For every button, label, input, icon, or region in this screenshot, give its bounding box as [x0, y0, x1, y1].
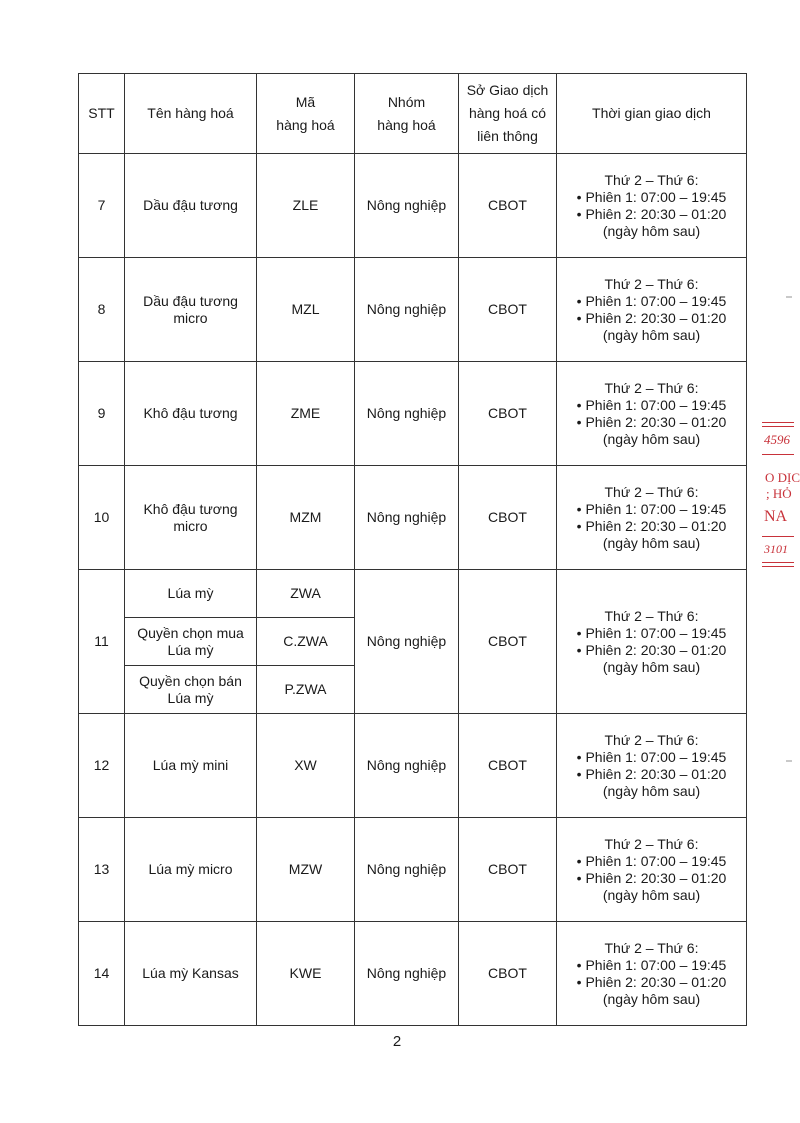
stt-cell: 10: [79, 466, 125, 570]
stt-cell: 11: [79, 570, 125, 714]
table-row: [79, 714, 747, 818]
trading-time-cell: [557, 154, 747, 258]
stamp-text: 4596: [764, 432, 790, 447]
exchange-cell: CBOT: [459, 466, 557, 570]
trading-days: Thứ 2 – Thứ 6:: [604, 171, 699, 188]
exchange-cell: CBOT: [459, 362, 557, 466]
commodity-code-cell: C.ZWA: [257, 618, 355, 666]
session-2: • Phiên 2: 20:30 – 01:20: [576, 413, 727, 430]
commodity-group-cell: Nông nghiệp: [355, 922, 459, 1026]
seal-stamp-fragment: [760, 418, 800, 578]
header-commodity-group: Nhóm hàng hoá: [355, 74, 459, 154]
next-day-note: (ngày hôm sau): [602, 430, 701, 447]
cell-line: Lúa mỳ: [167, 585, 214, 601]
table-row: [79, 258, 747, 362]
table-row: [79, 362, 747, 466]
stamp-line: [762, 454, 794, 455]
cell-line: Lúa mỳ: [167, 689, 214, 706]
commodity-group-cell: Nông nghiệp: [355, 154, 459, 258]
stamp-line: [762, 426, 794, 427]
cell-line: Quyền chọn bán: [139, 672, 242, 689]
cell-line: Lúa mỳ micro: [148, 861, 233, 877]
session-1: • Phiên 1: 07:00 – 19:45: [576, 292, 727, 309]
cell-line: Lúa mỳ: [167, 641, 214, 658]
stt-cell: 12: [79, 714, 125, 818]
commodity-name-cell: [125, 362, 257, 466]
trading-time-cell: [557, 570, 747, 714]
edge-mark: [786, 760, 792, 762]
commodity-code-cell: KWE: [257, 922, 355, 1026]
session-1: • Phiên 1: 07:00 – 19:45: [576, 624, 727, 641]
stamp-text: ; HỎ: [766, 486, 792, 501]
commodity-group-cell: Nông nghiệp: [355, 362, 459, 466]
commodity-code-cell: XW: [257, 714, 355, 818]
session-1: • Phiên 1: 07:00 – 19:45: [576, 956, 727, 973]
cell-line: Lúa mỳ Kansas: [142, 965, 239, 981]
commodity-name-cell: [125, 154, 257, 258]
header-trading-time: Thời gian giao dịch: [557, 74, 747, 154]
commodity-code-cell: ZME: [257, 362, 355, 466]
commodity-name-cell: [125, 922, 257, 1026]
stamp-text: NA: [764, 508, 788, 525]
next-day-note: (ngày hôm sau): [602, 326, 701, 343]
commodity-name-cell: [125, 618, 257, 666]
session-1: • Phiên 1: 07:00 – 19:45: [576, 852, 727, 869]
stt-cell: 13: [79, 818, 125, 922]
next-day-note: (ngày hôm sau): [602, 886, 701, 903]
commodity-code-cell: MZL: [257, 258, 355, 362]
exchange-cell: CBOT: [459, 922, 557, 1026]
session-2: • Phiên 2: 20:30 – 01:20: [576, 869, 727, 886]
session-1: • Phiên 1: 07:00 – 19:45: [576, 748, 727, 765]
cell-line: Khô đậu tương: [143, 405, 238, 421]
exchange-cell: CBOT: [459, 818, 557, 922]
commodity-code-cell: MZM: [257, 466, 355, 570]
table-row: [79, 818, 747, 922]
next-day-note: (ngày hôm sau): [602, 222, 701, 239]
stt-cell: 9: [79, 362, 125, 466]
commodity-code-cell: ZLE: [257, 154, 355, 258]
commodity-code-cell: P.ZWA: [257, 666, 355, 714]
exchange-cell: CBOT: [459, 714, 557, 818]
cell-line: Khô đậu tương: [143, 500, 238, 517]
cell-line: micro: [173, 309, 208, 326]
commodity-group-cell: Nông nghiệp: [355, 570, 459, 714]
commodity-name-cell: [125, 258, 257, 362]
commodity-name-cell: [125, 666, 257, 714]
stamp-text: 3101: [764, 542, 788, 556]
header-commodity-code: Mã hàng hoá: [257, 74, 355, 154]
next-day-note: (ngày hôm sau): [602, 782, 701, 799]
commodity-group-cell: Nông nghiệp: [355, 466, 459, 570]
commodity-name-cell: [125, 466, 257, 570]
table-row-sub: [79, 570, 747, 618]
cell-line: Quyền chọn mua: [137, 624, 244, 641]
trading-days: Thứ 2 – Thứ 6:: [604, 379, 699, 396]
stt-cell: 8: [79, 258, 125, 362]
trading-days: Thứ 2 – Thứ 6:: [604, 275, 699, 292]
commodity-code-cell: MZW: [257, 818, 355, 922]
cell-line: micro: [173, 517, 208, 534]
table-header-row: [79, 74, 747, 154]
table-row: [79, 466, 747, 570]
cell-line: Dầu đậu tương: [143, 292, 238, 309]
trading-time-cell: [557, 362, 747, 466]
stamp-line: [762, 536, 794, 537]
stamp-line: [762, 562, 794, 563]
session-2: • Phiên 2: 20:30 – 01:20: [576, 205, 727, 222]
session-2: • Phiên 2: 20:30 – 01:20: [576, 973, 727, 990]
commodity-name-cell: [125, 714, 257, 818]
header-stt: STT: [79, 74, 125, 154]
exchange-cell: CBOT: [459, 154, 557, 258]
stt-cell: 7: [79, 154, 125, 258]
stamp-text: O DỊC: [765, 470, 800, 485]
session-1: • Phiên 1: 07:00 – 19:45: [576, 396, 727, 413]
trading-time-cell: [557, 258, 747, 362]
cell-line: Lúa mỳ mini: [152, 757, 229, 773]
trading-days: Thứ 2 – Thứ 6:: [604, 939, 699, 956]
commodity-code-cell: ZWA: [257, 570, 355, 618]
trading-days: Thứ 2 – Thứ 6:: [604, 607, 699, 624]
header-exchange: Sở Giao dịch hàng hoá có liên thông: [459, 74, 557, 154]
session-2: • Phiên 2: 20:30 – 01:20: [576, 309, 727, 326]
trading-days: Thứ 2 – Thứ 6:: [604, 835, 699, 852]
stamp-line: [762, 422, 794, 423]
stt-cell: 14: [79, 922, 125, 1026]
commodity-trading-table: [78, 73, 747, 1026]
trading-days: Thứ 2 – Thứ 6:: [604, 731, 699, 748]
cell-line: Dầu đậu tương: [143, 197, 238, 213]
session-2: • Phiên 2: 20:30 – 01:20: [576, 765, 727, 782]
header-commodity-name: Tên hàng hoá: [125, 74, 257, 154]
trading-time-cell: [557, 714, 747, 818]
table-row: [79, 922, 747, 1026]
session-1: • Phiên 1: 07:00 – 19:45: [576, 500, 727, 517]
commodity-group-cell: Nông nghiệp: [355, 258, 459, 362]
commodity-name-cell: [125, 570, 257, 618]
exchange-cell: CBOT: [459, 570, 557, 714]
page-number: 2: [392, 1033, 402, 1050]
exchange-cell: CBOT: [459, 258, 557, 362]
next-day-note: (ngày hôm sau): [602, 534, 701, 551]
commodity-group-cell: Nông nghiệp: [355, 714, 459, 818]
session-1: • Phiên 1: 07:00 – 19:45: [576, 188, 727, 205]
trading-time-cell: [557, 818, 747, 922]
edge-mark: [786, 296, 792, 298]
trading-time-cell: [557, 922, 747, 1026]
table-row: [79, 154, 747, 258]
session-2: • Phiên 2: 20:30 – 01:20: [576, 517, 727, 534]
commodity-name-cell: [125, 818, 257, 922]
next-day-note: (ngày hôm sau): [602, 990, 701, 1007]
stamp-line: [762, 566, 794, 567]
session-2: • Phiên 2: 20:30 – 01:20: [576, 641, 727, 658]
trading-days: Thứ 2 – Thứ 6:: [604, 483, 699, 500]
commodity-group-cell: Nông nghiệp: [355, 818, 459, 922]
next-day-note: (ngày hôm sau): [602, 658, 701, 675]
trading-time-cell: [557, 466, 747, 570]
